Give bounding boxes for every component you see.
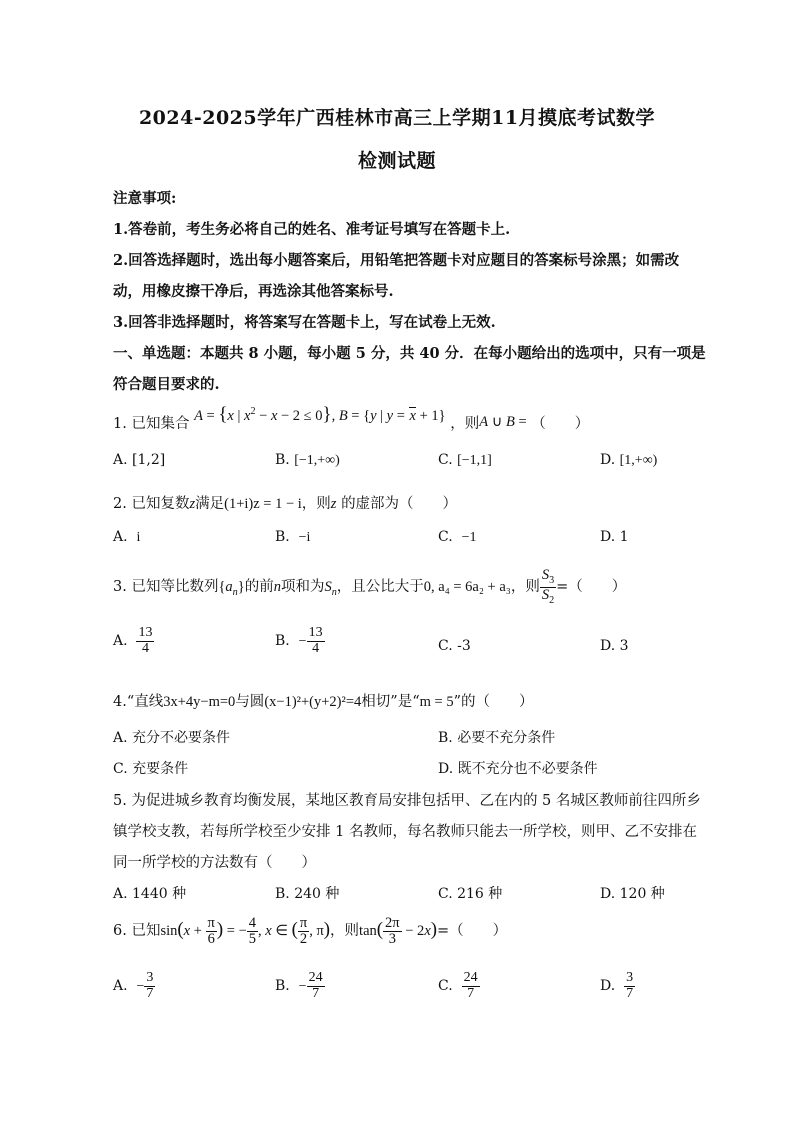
notice-item-3: 3.回答非选择题时，将答案写在答题卡上，写在试卷上无效. <box>113 314 496 331</box>
q3-option-b-letter: B. <box>275 633 290 650</box>
exam-subtitle: 检测试题 <box>357 150 436 172</box>
q6-tail: =（ ） <box>437 923 508 940</box>
q6-option-b-minus: − <box>298 979 307 995</box>
q3-option-b-den: 4 <box>312 640 320 656</box>
q1-option-c-value: [−1,1] <box>457 453 492 468</box>
q3-tail: =（ ） <box>556 579 627 596</box>
q3-mid4: ，则 <box>510 579 540 596</box>
q3-option-a-letter: A. <box>113 633 128 650</box>
q3-option-a-fraction <box>136 626 154 656</box>
q1-option-b <box>275 452 340 469</box>
q6-target: tan( $\frac{2\pi}{3}$ − 2x) <box>359 915 438 948</box>
question-1 <box>113 404 590 434</box>
q3-option-b <box>275 626 325 656</box>
q6-option-c-letter: C. <box>438 978 453 995</box>
question-3 <box>113 568 626 606</box>
q1-option-b-value: [−1,+∞) <box>294 453 340 468</box>
q4-option-a: A. 充分不必要条件 <box>113 730 231 746</box>
q3-option-d: D. 3 <box>600 638 629 654</box>
notice-item-2-cont: 动，用橡皮擦干净后，再选涂其他答案标号. <box>113 283 394 300</box>
q2-option-c-value: −1 <box>461 530 477 545</box>
section-heading: 一、单选题：本题共 8 小题，每小题 5 分，共 40 分．在每小题给出的选项中，只有一项是 <box>113 345 706 362</box>
q1-option-a: A. [1,2] <box>113 452 166 468</box>
question-6 <box>113 916 507 947</box>
q2-var-z-2: z <box>330 496 337 512</box>
q3-option-c: C. -3 <box>438 638 471 654</box>
q1-option-c-letter: C. <box>438 452 453 468</box>
q6-option-a-num: 3 <box>146 970 154 985</box>
q2-option-c-letter: C. <box>438 529 453 545</box>
question-5-line-1: 5. 为促进城乡教育均衡发展，某地区教育局安排包括甲、乙在内的 5 名城区教师前往四所乡 <box>113 793 701 809</box>
q6-option-a-letter: A. <box>113 978 128 995</box>
question-5-line-2: 镇学校支教，若每所学校至少安排 1 名教师，每名教师只能去一所学校，则甲、乙不安排在 <box>113 824 697 840</box>
q6-option-d-letter: D. <box>600 978 616 995</box>
exam-title: 2024-2025学年广西桂林市高三上学期11月摸底考试数学 <box>138 107 656 129</box>
q2-option-c <box>438 529 476 546</box>
q3-mid2: 项和为 <box>280 579 325 596</box>
q5-option-a: A. 1440 种 <box>113 886 187 902</box>
q6-option-c-num: 24 <box>463 970 478 985</box>
q4-mid2: 相切”是“ <box>361 694 420 710</box>
q2-option-a-value: i <box>136 530 141 545</box>
q3-mid3: ，且公比大于 <box>336 579 424 596</box>
notice-heading: 注意事项: <box>113 190 177 207</box>
q3-sum: $S_n$ <box>324 579 337 598</box>
q2-option-b-letter: B. <box>275 529 290 545</box>
q2-var-z: z <box>189 496 196 512</box>
q6-option-d <box>600 971 635 1001</box>
q3-prefix: 3. 已知等比数列 <box>113 579 219 596</box>
q6-option-c-fraction <box>462 971 480 1001</box>
q3-var-n: n <box>273 579 281 596</box>
q6-option-a-fraction <box>144 971 155 1001</box>
q1-set-expression: A = {x | $x^2 - x - 2 \le 0$}, B = {y | y = x + 1} <box>194 404 446 425</box>
q2-prefix: 2. 已知复数 <box>113 496 190 512</box>
q6-mid: ，则 <box>330 923 360 940</box>
q2-after: ，则 <box>301 496 331 512</box>
q2-option-d: D. 1 <box>600 529 629 545</box>
question-4 <box>113 690 534 711</box>
q6-option-c <box>438 971 480 1001</box>
q3-option-b-num: 13 <box>308 625 323 640</box>
q6-option-d-den: 7 <box>626 985 634 1001</box>
q1-suffix: ，则 <box>450 416 480 432</box>
q6-prefix: 6. 已知 <box>113 923 161 940</box>
q5-option-b: B. 240 种 <box>275 886 340 902</box>
q1-option-d-letter: D. <box>600 452 616 468</box>
q4-mid1: 与圆 <box>235 694 265 710</box>
q6-option-b-num: 24 <box>308 970 323 985</box>
q3-sequence: $\{a_n\}$ <box>218 579 245 598</box>
q4-line-equation: 3x+4y−m=0 <box>163 694 236 710</box>
q6-option-d-fraction <box>624 971 635 1001</box>
q6-option-b-den: 7 <box>312 985 320 1001</box>
q6-option-a-den: 7 <box>146 985 154 1001</box>
question-5-line-3: 同一所学校的方法数有（ ） <box>113 855 316 871</box>
question-2 <box>113 492 457 513</box>
q6-option-a-minus: − <box>136 979 145 995</box>
q1-union: A ∪ B = <box>479 414 527 430</box>
q1-option-c <box>438 452 492 469</box>
q3-mid1: 的前 <box>244 579 274 596</box>
q2-tail: 的虚部为（ ） <box>341 496 458 512</box>
q4-option-b: B. 必要不充分条件 <box>438 730 556 746</box>
q2-mid: 满足 <box>195 496 225 512</box>
q1-option-d-value: [1,+∞) <box>619 453 658 468</box>
q3-ratio-fraction: $\frac{S_3}{S_2}$ <box>541 567 555 606</box>
q4-tail: ”的（ ） <box>453 694 534 710</box>
q5-option-c: C. 216 种 <box>438 886 503 902</box>
q2-option-b <box>275 529 310 546</box>
q4-option-d: D. 既不充分也不必要条件 <box>438 761 598 777</box>
q4-prefix: 4.“直线 <box>113 694 164 710</box>
q3-option-a <box>113 626 154 656</box>
q6-option-c-den: 7 <box>467 985 475 1001</box>
q1-prefix: 1. 已知集合 <box>113 416 190 432</box>
q3-option-b-fraction <box>307 626 325 656</box>
q5-option-d: D. 120 种 <box>600 886 665 902</box>
q6-option-a <box>113 971 155 1001</box>
q1-option-b-letter: B. <box>275 452 290 468</box>
q2-option-b-value: −i <box>298 530 311 545</box>
q6-option-b-letter: B. <box>275 978 290 995</box>
q3-condition: 0, a₄ = 6a₂ + a₃ <box>423 579 511 596</box>
q1-tail: （ ） <box>531 416 590 432</box>
q2-option-a <box>113 529 140 546</box>
notice-item-1: 1.答卷前，考生务必将自己的姓名、准考证号填写在答题卡上. <box>113 221 511 238</box>
q2-equation: (1+i)z = 1 − i <box>224 496 302 512</box>
q3-option-a-num: 13 <box>138 625 153 640</box>
q4-option-c: C. 充要条件 <box>113 761 189 777</box>
q6-option-b <box>275 971 325 1001</box>
section-heading-cont: 符合题目要求的. <box>113 376 220 393</box>
q6-option-d-num: 3 <box>626 970 634 985</box>
q6-given: sin(x + $\frac{\pi}{6}$ ) = − $\frac{4}{5}$ , x ∈ ( $\frac{\pi}{2}$ , π) <box>160 915 331 948</box>
notice-item-2: 2.回答选择题时，选出每小题答案后，用铅笔把答题卡对应题目的答案标号涂黑；如需改 <box>113 252 680 269</box>
q6-option-b-fraction <box>307 971 325 1001</box>
q2-option-a-letter: A. <box>113 529 128 545</box>
q4-circle-equation: (x−1)²+(y+2)²=4 <box>264 694 362 710</box>
q3-option-a-den: 4 <box>141 640 149 656</box>
q4-condition: m = 5 <box>419 694 454 710</box>
q1-option-d <box>600 452 657 469</box>
q3-option-b-minus: − <box>298 634 307 650</box>
